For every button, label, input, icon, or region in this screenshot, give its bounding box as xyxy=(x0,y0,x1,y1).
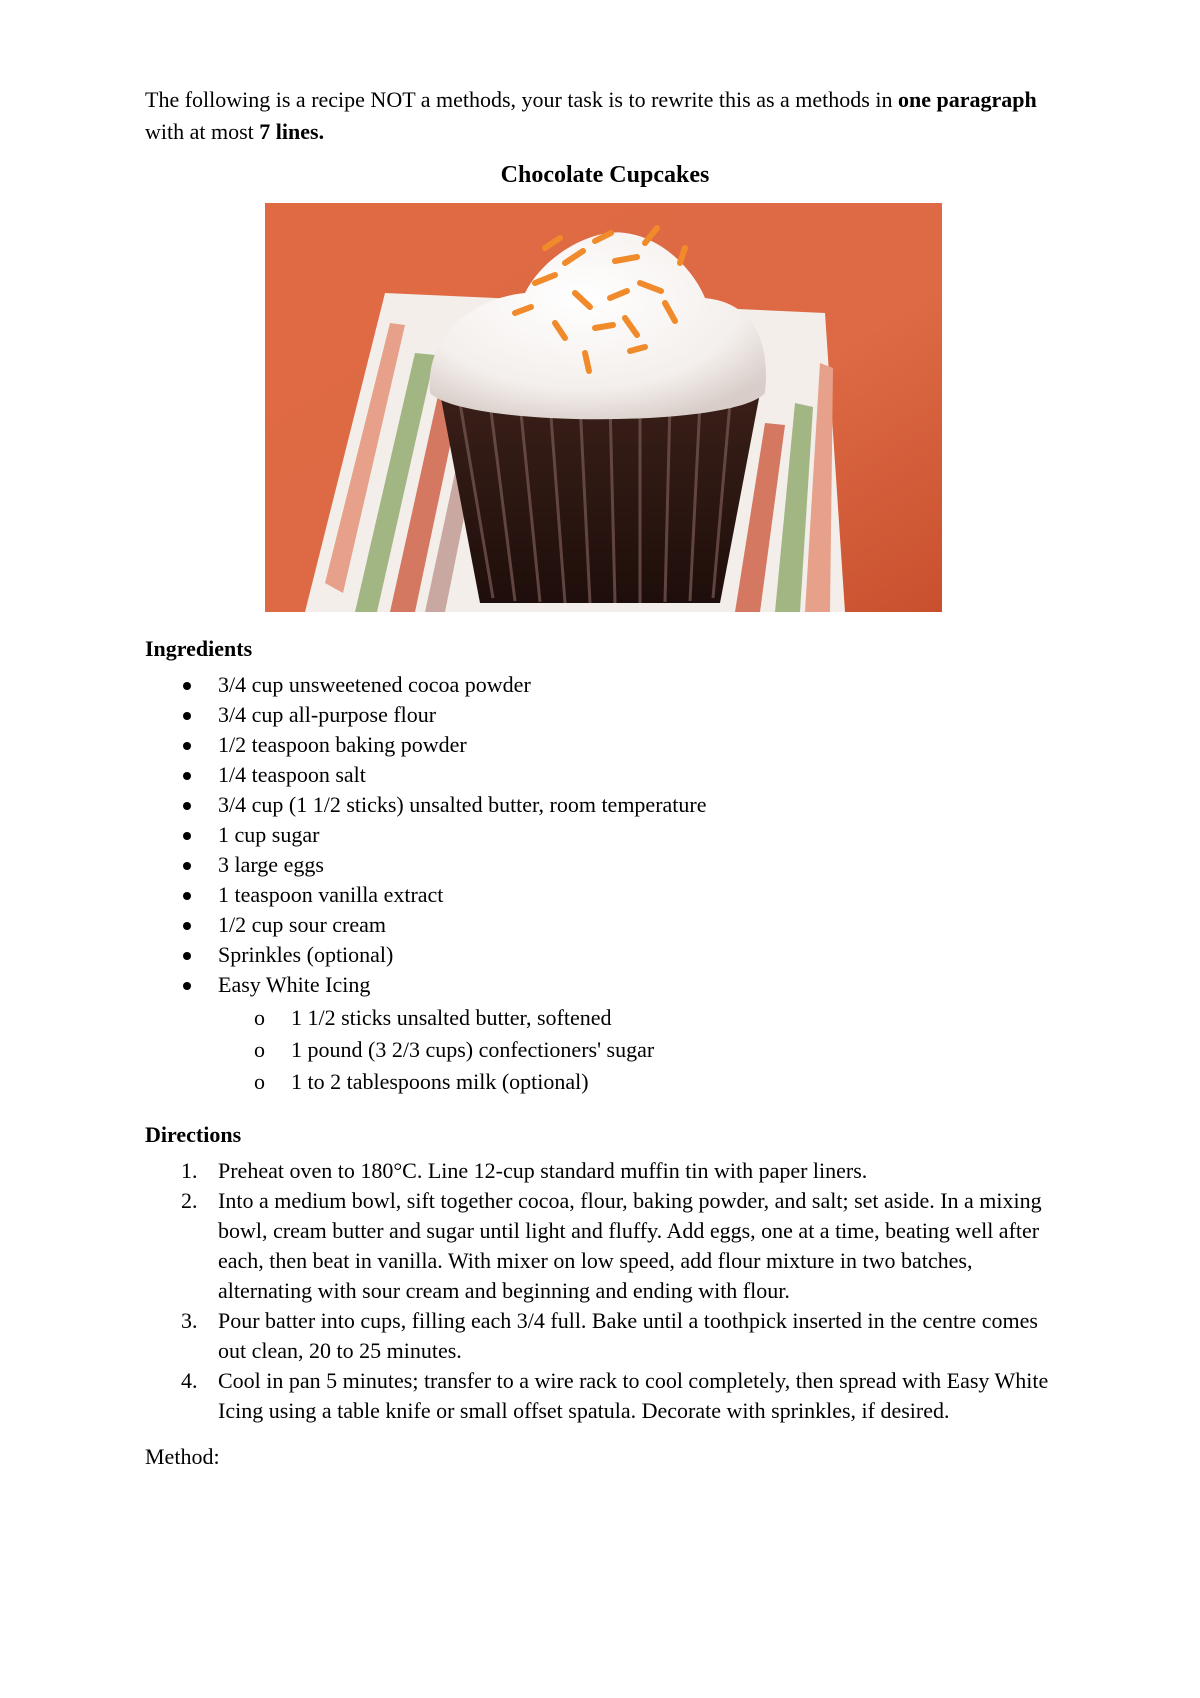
step-text: Cool in pan 5 minutes; transfer to a wire rack to cool completely, then spread with Easy White Icing using a table knife or small offset spatula. Decorate with sprinkles, if desired. xyxy=(218,1368,1049,1423)
ingredients-list xyxy=(145,670,1065,1098)
ingredient-item-icing xyxy=(145,970,1065,1098)
directions-heading: Directions xyxy=(145,1122,242,1147)
ingredient-item: 3/4 cup unsweetened cocoa powder xyxy=(145,670,1065,700)
direction-step xyxy=(145,1186,1065,1306)
icing-sublist xyxy=(218,1002,1065,1098)
ingredient-item: 3/4 cup (1 1/2 sticks) unsalted butter, room temperature xyxy=(145,790,1065,820)
document-page xyxy=(145,84,1065,1470)
ingredient-item: 3 large eggs xyxy=(145,850,1065,880)
icing-label: Easy White Icing xyxy=(218,972,371,997)
ingredient-item: 3/4 cup all-purpose flour xyxy=(145,700,1065,730)
ingredient-item: 1/2 teaspoon baking powder xyxy=(145,730,1065,760)
step-text: Into a medium bowl, sift together cocoa, flour, baking powder, and salt; set aside. In a mixing bowl, cream butter and sugar until light and fluffy. Add eggs, one at a time, beating well after each, then beat in vanilla. With mixer on low speed, add flour mixture in two batches, alternating with sour cream and beginning and ending with flour. xyxy=(218,1188,1042,1303)
ingredients-heading: Ingredients xyxy=(145,636,253,661)
step-text: Preheat oven to 180°C. Line 12-cup standard muffin tin with paper liners. xyxy=(218,1158,868,1183)
icing-item: o 1 to 2 tablespoons milk (optional) xyxy=(218,1066,1065,1098)
direction-step xyxy=(145,1306,1065,1366)
intro-instruction xyxy=(145,84,1065,148)
ingredient-item: 1 teaspoon vanilla extract xyxy=(145,880,1065,910)
method-label: Method: xyxy=(145,1444,220,1469)
intro-bold-2: 7 lines. xyxy=(259,119,325,144)
ingredient-item: Sprinkles (optional) xyxy=(145,940,1065,970)
intro-text-2: with at most xyxy=(145,119,260,144)
ingredient-item: 1/4 teaspoon salt xyxy=(145,760,1065,790)
step-number: 3. xyxy=(181,1308,198,1333)
step-number: 2. xyxy=(181,1188,198,1213)
recipe-title: Chocolate Cupcakes xyxy=(500,162,710,188)
cupcake-photo xyxy=(265,203,942,612)
directions-list xyxy=(145,1156,1065,1426)
ingredient-item: 1/2 cup sour cream xyxy=(145,910,1065,940)
icing-item: o 1 pound (3 2/3 cups) confectioners' sugar xyxy=(218,1034,1065,1066)
ingredient-item: 1 cup sugar xyxy=(145,820,1065,850)
icing-item: o 1 1/2 sticks unsalted butter, softened xyxy=(218,1002,1065,1034)
step-number: 1. xyxy=(181,1158,198,1183)
direction-step xyxy=(145,1366,1065,1426)
intro-text-1: The following is a recipe NOT a methods, your task is to rewrite this as a methods in xyxy=(145,87,898,112)
direction-step xyxy=(145,1156,1065,1186)
step-number: 4. xyxy=(181,1368,198,1393)
intro-bold-1: one paragraph xyxy=(897,87,1037,112)
cupcake-illustration xyxy=(265,203,942,612)
step-text: Pour batter into cups, filling each 3/4 full. Bake until a toothpick inserted in the centre comes out clean, 20 to 25 minutes. xyxy=(218,1308,1038,1363)
